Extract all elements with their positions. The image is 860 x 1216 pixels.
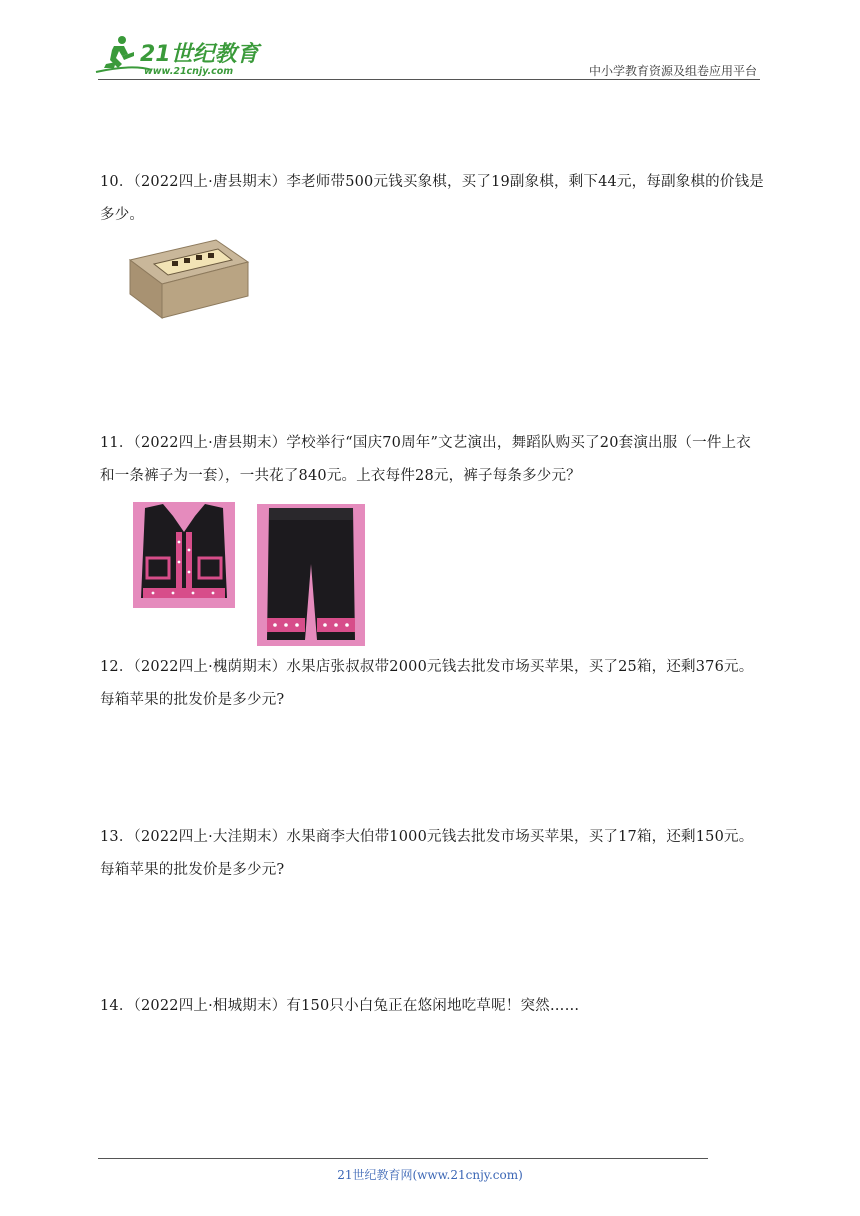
svg-text:21世纪教育: 21世纪教育 [140,42,259,67]
question-14: 14．（2022四上·相城期末）有150只小白兔正在悠闲地吃草呢！突然…… [100,998,580,1014]
runner-icon [104,36,134,68]
page-header [0,0,860,90]
site-logo [92,34,262,78]
question-12: 12．（2022四上·槐荫期末）水果店张叔叔带2000元钱去批发市场买苹果，买了25箱，还剩376元。每箱苹果的批发价是多少元? [100,659,754,708]
question-13: 13．（2022四上·大洼期末）水果商李大伯带1000元钱去批发市场买苹果，买了17箱，还剩150元。每箱苹果的批发价是多少元? [100,829,754,878]
chess-box-image [120,234,250,322]
question-11: 11．（2022四上·唐县期末）学校举行“国庆70周年”文艺演出，舞蹈队购买了20套演出服（一件上衣和一条裤子为一套），一共花了840元。上衣每件28元，裤子每条多少元？ [100,435,751,484]
vest-image [133,502,235,608]
header-platform-label: 中小学教育资源及组卷应用平台 [588,64,757,78]
footer-divider [98,1158,708,1159]
svg-text:www.21cnjy.com: www.21cnjy.com [144,66,234,77]
header-divider [98,79,760,80]
footer-site-link[interactable]: 21世纪教育网(www.21cnjy.com) [337,1168,523,1182]
trousers-image [257,504,365,646]
question-10: 10．（2022四上·唐县期末）李老师带500元钱买象棋，买了19副象棋，剩下44元，每副象棋的价钱是多少。 [100,174,764,223]
